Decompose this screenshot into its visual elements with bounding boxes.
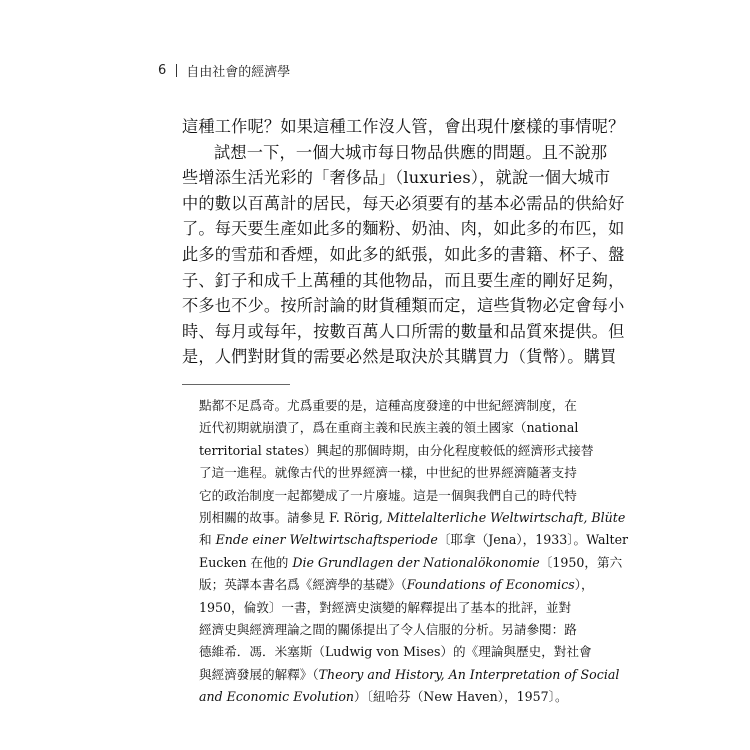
footnote-text: 它的政治制度一起都變成了一片廢墟。這是一個與我們自己的時代特 — [199, 487, 577, 503]
footnote-text: ）〔紐哈芬（New Haven），1957〕。 — [354, 689, 568, 705]
footnote-text: 〔1950，第六 — [539, 554, 623, 570]
footnote-italic-title: Ende einer Weltwirtschaftsperiode — [215, 532, 438, 548]
footnote-rule — [182, 384, 290, 385]
footnote-line — [199, 462, 577, 484]
footnote-italic-title: Die Grundlagen der Nationalökonomie — [292, 554, 540, 570]
footnote-text: 了這一進程。就像古代的世界經濟一樣，中世紀的世界經濟隨著支持 — [199, 465, 577, 481]
footnote-line — [199, 686, 568, 708]
body-line: 這種工作呢？如果這種工作沒人管，會出現什麼樣的事情呢？ — [182, 117, 625, 136]
body-line: 中的數以百萬計的居民，每天必須要有的基本必需品的供給好 — [182, 193, 625, 213]
footnote-text: 別相關的故事。請參見 F. Rörig, — [199, 509, 387, 525]
footnote-italic-title: Mittelalterliche Weltwirtschaft, Blüte — [386, 509, 626, 525]
header-divider — [176, 64, 177, 77]
footnote-italic-title: and Economic Evolution — [199, 689, 355, 705]
body-text — [182, 114, 625, 370]
footnote-line — [199, 529, 629, 551]
footnote-text: 〔耶拿（Jena），1933〕。Walter — [437, 532, 629, 548]
footnote-italic-title: Theory and History, An Interpretation of Social — [318, 666, 620, 682]
footnote-line — [199, 440, 594, 462]
footnote-italic-title: Foundations of Economics — [406, 577, 575, 593]
running-head — [158, 62, 290, 78]
body-line: 是，人們對財貨的需要必然是取決於其購買力（貨幣）。購買 — [182, 347, 617, 367]
footnote-line — [199, 507, 626, 529]
footnote-text: 點都不足爲奇。尤爲重要的是，這種高度發達的中世紀經濟制度，在 — [199, 398, 577, 413]
body-line: 不多也不少。按所討論的財貨種類而定，這些貨物必定會每小 — [182, 296, 625, 316]
page-number: 6 — [158, 62, 167, 78]
footnote-text: ）， — [574, 577, 594, 593]
footnote-line — [199, 664, 620, 686]
footnote-text: Eucken 在他的 — [199, 554, 293, 570]
footnote-text: 德維希．馮．米塞斯（Ludwig von Mises）的《理論與歷史，對社會 — [199, 644, 592, 660]
footnote-line — [199, 417, 579, 439]
footnote-line — [199, 597, 572, 619]
body-line: 子、釘子和成千上萬種的其他物品，而且要生產的剛好足夠， — [182, 270, 625, 290]
body-line: 時、每月或每年，按數百萬人口所需的數量和品質來提供。但 — [182, 321, 625, 341]
body-line: 此多的雪茄和香煙，如此多的紙張，如此多的書籍、杯子、盤 — [182, 244, 625, 264]
footnote-text: 近代初期就崩潰了，爲在重商主義和民族主義的領土國家（national — [199, 420, 579, 436]
footnote-text: 經濟史與經濟理論之間的關係提出了令人信服的分析。另請參閱：路 — [199, 621, 577, 637]
footnote-line — [199, 619, 577, 641]
footnote-line — [199, 574, 594, 596]
book-title: 自由社會的經濟學 — [186, 64, 291, 80]
body-line: 試想一下，一個大城市每日物品供應的問題。且不說那 — [214, 142, 608, 162]
footnote-line — [199, 552, 623, 574]
footnote-text: territorial states）興起的那個時期，由分化程度較低的經濟形式接替 — [199, 442, 594, 458]
body-line: 些增添生活光彩的「奢侈品」（luxuries），就說一個大城市 — [182, 168, 611, 188]
footnote-text: 和 — [199, 532, 216, 548]
body-line: 了。每天要生產如此多的麵粉、奶油、肉，如此多的布匹，如 — [182, 219, 625, 239]
footnote-line — [199, 641, 592, 663]
footnote-text: 版；英譯本書名爲《經濟學的基礎》（ — [199, 577, 407, 593]
footnote — [199, 395, 629, 708]
footnote-line — [199, 485, 577, 507]
footnote-text: 與經濟發展的解釋》（ — [199, 666, 319, 682]
footnote-text: 1950，倫敦〕一書，對經濟史演變的解釋提出了基本的批評，並對 — [199, 599, 572, 615]
footnote-line — [199, 395, 577, 417]
